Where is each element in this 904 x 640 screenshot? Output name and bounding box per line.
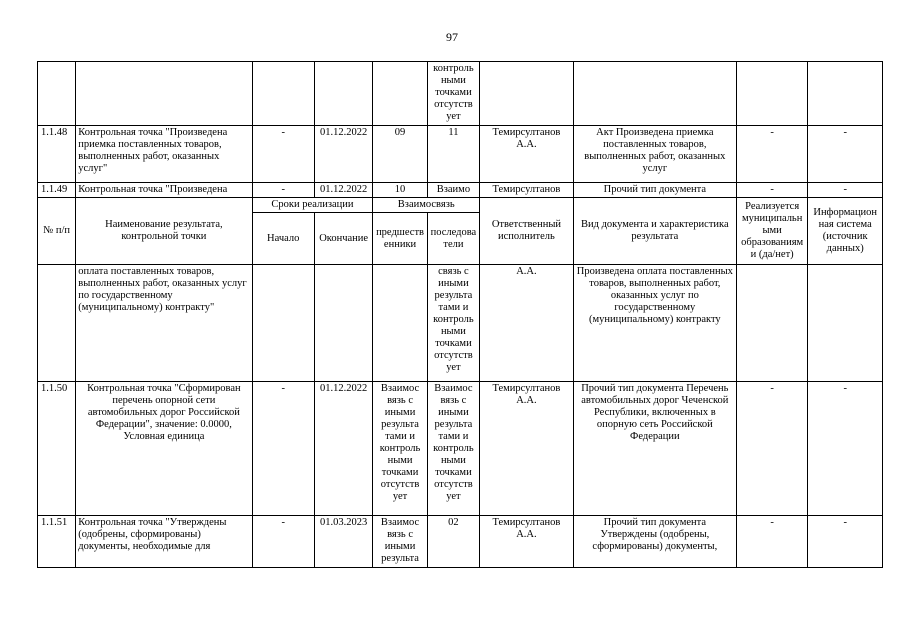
cell-end: 01.12.2022 — [314, 382, 372, 516]
cell-start — [252, 265, 314, 382]
cell-resp: Темирсултанов А.А. — [480, 382, 574, 516]
cell-succ: связь с иными результа тами и контроль ными точками отсутств ует — [427, 265, 479, 382]
table-row — [38, 382, 883, 516]
cell-mun: - — [736, 183, 808, 198]
cell-num: 1.1.51 — [38, 516, 76, 568]
cell-info — [808, 265, 883, 382]
cell-doc: Прочий тип документа Перечень автомобильных дорог Чеченской Республики, включенных в опорную сеть Российской Федерации — [573, 382, 736, 516]
cell-resp: Темирсултанов А.А. — [480, 126, 574, 183]
table-header — [38, 198, 883, 265]
table-row — [38, 62, 883, 126]
results-table — [37, 61, 883, 568]
header-link: Взаимосвязь — [373, 198, 480, 213]
cell-pred — [373, 62, 427, 126]
cell-doc: Акт Произведена приемка поставленных товаров, выполненных работ, оказанных услуг — [573, 126, 736, 183]
header-end: Окончание — [314, 213, 372, 265]
cell-num — [38, 265, 76, 382]
cell-name: Контрольная точка "Утверждены (одобрены, сформированы) документы, необходимые для — [76, 516, 252, 568]
cell-resp: Темирсултанов А.А. — [480, 516, 574, 568]
table-row — [38, 126, 883, 183]
header-info: Информацион ная система (источник данных) — [808, 198, 883, 265]
cell-info: - — [808, 183, 883, 198]
cell-pred: Взаимос вязь с иными результа — [373, 516, 427, 568]
cell-num: 1.1.50 — [38, 382, 76, 516]
cell-num: 1.1.49 — [38, 183, 76, 198]
cell-start: - — [252, 382, 314, 516]
cell-doc: Прочий тип документа Утверждены (одобрены, сформированы) документы, — [573, 516, 736, 568]
cell-name: Контрольная точка "Произведена — [76, 183, 252, 198]
cell-info — [808, 62, 883, 126]
cell-end — [314, 62, 372, 126]
header-terms: Сроки реализации — [252, 198, 373, 213]
cell-name: Контрольная точка "Сформирован перечень опорной сети автомобильных дорог Российской Федерации", значение: 0.0000, Условная единица — [76, 382, 252, 516]
cell-mun: - — [736, 516, 808, 568]
header-start: Начало — [252, 213, 314, 265]
cell-name: оплата поставленных товаров, выполненных работ, оказанных услуг по государственному (муниципальному) контракту" — [76, 265, 252, 382]
header-mun: Реализуется муниципальн ыми образованиям и (да/нет) — [736, 198, 808, 265]
cell-end — [314, 265, 372, 382]
cell-end: 01.12.2022 — [314, 183, 372, 198]
cell-resp: А.А. — [480, 265, 574, 382]
cell-resp: Темирсултанов — [480, 183, 574, 198]
cell-info: - — [808, 382, 883, 516]
cell-mun: - — [736, 382, 808, 516]
cell-succ: 11 — [427, 126, 479, 183]
page-number: 97 — [446, 30, 458, 44]
cell-start: - — [252, 516, 314, 568]
cell-doc — [573, 62, 736, 126]
cell-name: Контрольная точка "Произведена приемка поставленных товаров, выполненных работ, оказанных услуг" — [76, 126, 252, 183]
header-name: Наименование результата, контрольной точки — [76, 198, 252, 265]
cell-succ: 02 — [427, 516, 479, 568]
cell-start: - — [252, 126, 314, 183]
cell-info: - — [808, 516, 883, 568]
cell-name — [76, 62, 252, 126]
cell-succ: Взаимо — [427, 183, 479, 198]
cell-start: - — [252, 183, 314, 198]
cell-doc: Прочий тип документа — [573, 183, 736, 198]
cell-num — [38, 62, 76, 126]
table-row — [38, 516, 883, 568]
header-num: № п/п — [38, 198, 76, 265]
cell-end: 01.03.2023 — [314, 516, 372, 568]
cell-pred: 09 — [373, 126, 427, 183]
table-row — [38, 183, 883, 198]
header-doc: Вид документа и характеристика результата — [573, 198, 736, 265]
cell-pred — [373, 265, 427, 382]
cell-info: - — [808, 126, 883, 183]
cell-succ: контроль ными точками отсутств ует — [427, 62, 479, 126]
cell-succ: Взаимос вязь с иными результа тами и контроль ными точками отсутств ует — [427, 382, 479, 516]
cell-pred: 10 — [373, 183, 427, 198]
cell-doc: Произведена оплата поставленных товаров, выполненных работ, оказанных услуг по государственному (муниципальному) контракту — [573, 265, 736, 382]
header-succ: последова тели — [427, 213, 479, 265]
cell-mun: - — [736, 126, 808, 183]
cell-pred: Взаимос вязь с иными результа тами и контроль ными точками отсутств ует — [373, 382, 427, 516]
header-pred: предшеств енники — [373, 213, 427, 265]
cell-end: 01.12.2022 — [314, 126, 372, 183]
table-row — [38, 265, 883, 382]
cell-start — [252, 62, 314, 126]
cell-resp — [480, 62, 574, 126]
cell-mun — [736, 265, 808, 382]
cell-num: 1.1.48 — [38, 126, 76, 183]
header-resp: Ответственный исполнитель — [480, 198, 574, 265]
cell-mun — [736, 62, 808, 126]
